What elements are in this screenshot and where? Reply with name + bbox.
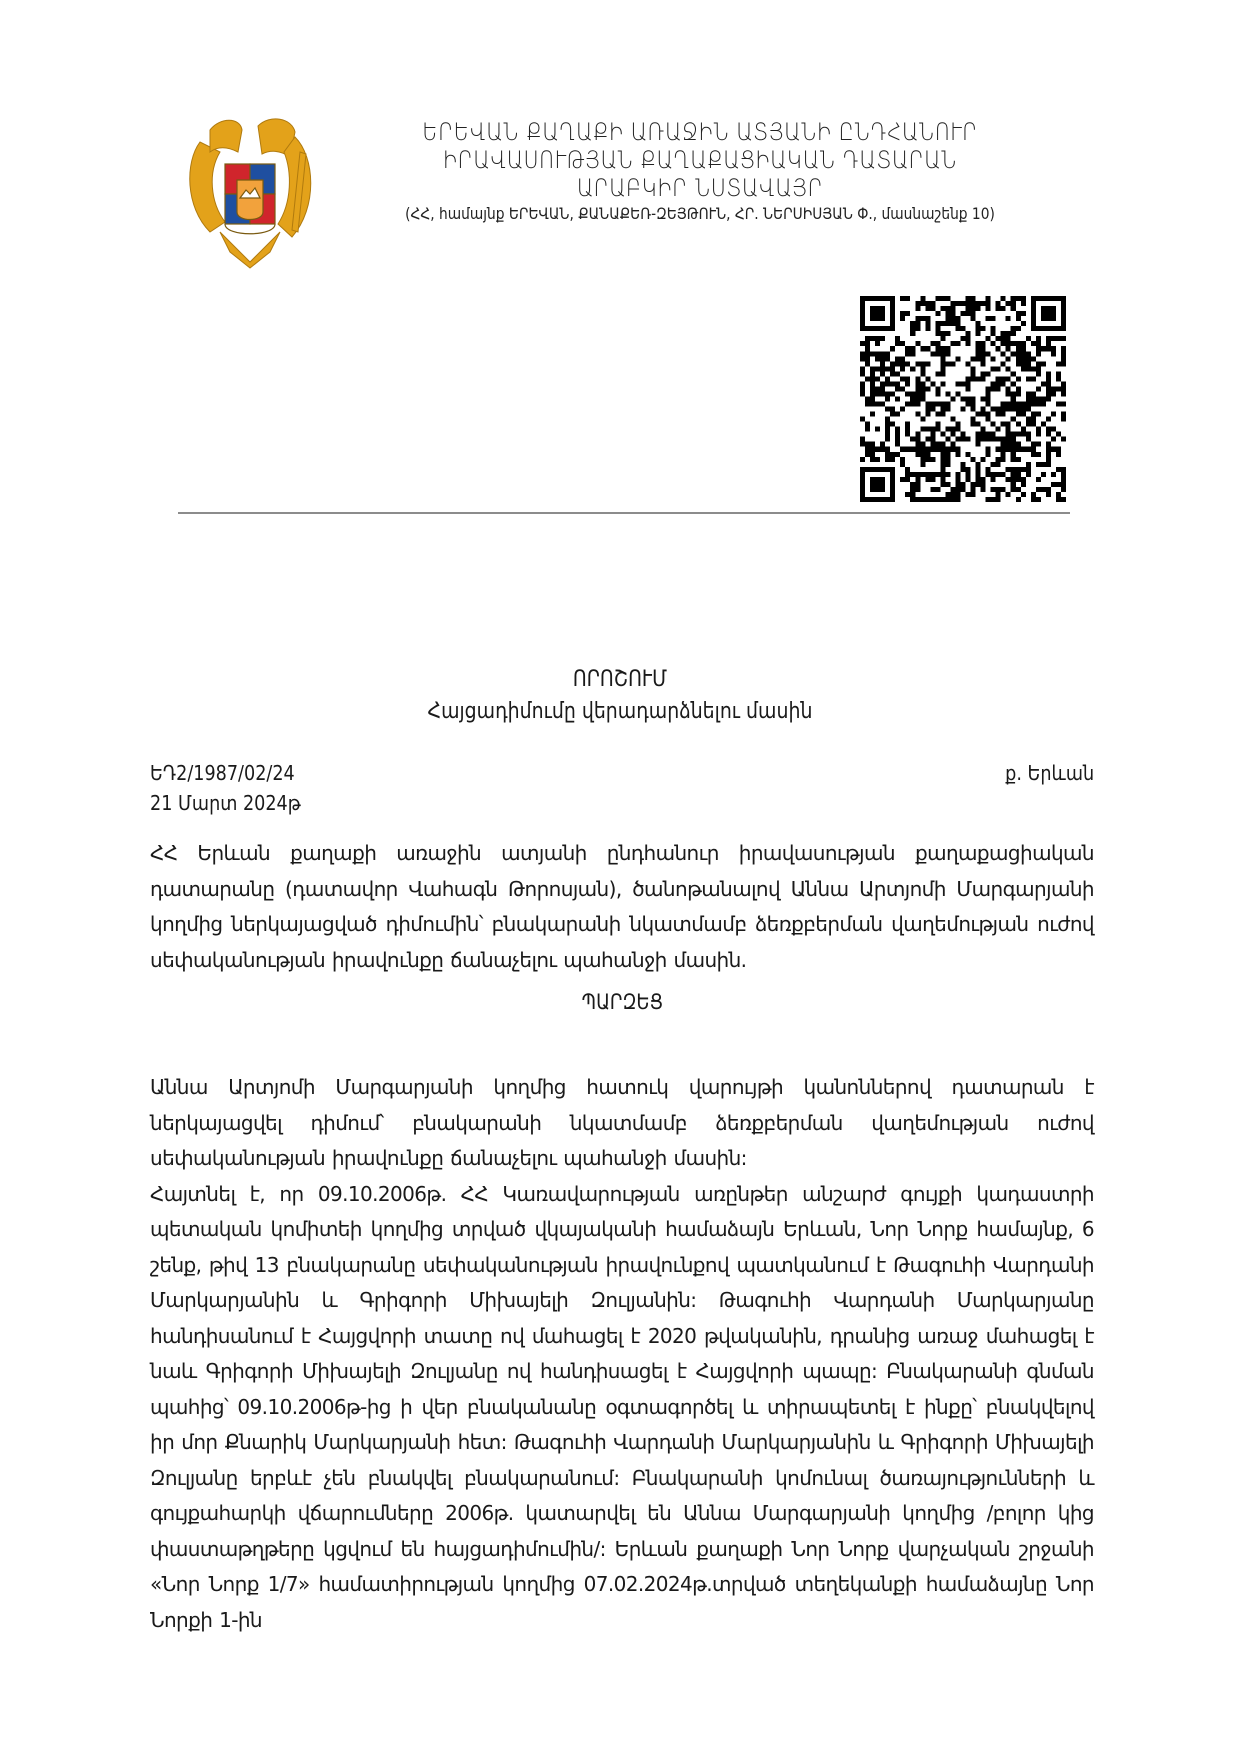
qr-code-icon bbox=[860, 296, 1066, 502]
court-name-line: ԵՐԵՎԱՆ ՔԱՂԱՔԻ ԱՌԱՋԻՆ ԱՏՅԱՆԻ ԸՆԴՀԱՆՈՒՐ bbox=[422, 118, 978, 146]
main-text bbox=[150, 1070, 1094, 1638]
intro-paragraph: ՀՀ Երևան քաղաքի առաջին ատյանի ընդհանուր իրավասության քաղաքացիական դատարանը (դատավոր Վահագն Թորոսյան), ծանոթանալով Աննա Արտյոմի Մարգարյանի կողմից ներկայացված դիմումին՝ բնակարանի նկատմամբ ձեռքբերման վաղեմության ուժով սեփականության իրավունքը ճանաչելու պահանջի մասին. bbox=[150, 841, 1094, 972]
city: ք. Երևան bbox=[1004, 761, 1094, 785]
section-heading bbox=[150, 990, 1094, 1014]
court-address: (ՀՀ, համայնք ԵՐԵՎԱՆ, ՔԱՆԱՔԵՌ-ԶԵՅԹՈՒՆ, ՀՐ. ՆԵՐՍԻՍՅԱՆ Փ., մասնաշենք 10) bbox=[405, 204, 995, 223]
coat-of-arms-icon bbox=[180, 112, 320, 270]
court-header bbox=[340, 118, 1060, 226]
header-divider bbox=[178, 512, 1070, 514]
body-paragraph: Հայտնել է, որ 09.10.2006թ. ՀՀ Կառավարության առընթեր անշարժ գույքի կադաստրի պետական կոմիտեի կողմից տրված վկայականի համաձայն Երևան, Նոր Նորք համայնք, 6 շենք, թիվ 13 բնակարանը սեփականության իրավունքով պատկանում է Թագուհի Վարդանի Մարկարյանին և Գրիգորի Միխայելի Զուլյանին: Թագուհի Վարդանի Մարկարյանը հանդիսանում է Հայցվորի տատը ով մահացել է 2020 թվականին, դրանից առաջ մահացել է նաև Գրիգորի Միխայելի Զուլյանը ով հանդիսացել է Հայցվորի պապը: Բնակարանի գնման պահից՝ 09.10.2006թ-ից ի վեր բնականանը օգտագործել և տիրապետել է ինքը՝ բնակվելով իր մոր Քնարիկ Մարկարյանի հետ: Թագուհի Վարդանի Մարկարյանին և Գրիգորի Միխայելի Զուլյանը երբևէ չեն բնակվել բնակարանում: Բնակարանի կոմունալ ծառայությունների և գույքահարկի վճարումները 2006թ. կատարվել են Աննա Մարգարյանի կողմից /բոլոր կից փաստաթղթերը կցվում են հայցադիմումին/: Երևան քաղաքի Նոր Նորք վարչական շրջանի «Նոր Նորք 1/7» համատիրության կողմից 07.02.2024թ.տրված տեղեկանքի համաձայնը Նոր Նորքի 1-ին bbox=[150, 1181, 1094, 1632]
decision-title: ՈՐՈՇՈՒՄ bbox=[572, 667, 668, 692]
document-title bbox=[150, 664, 1090, 728]
decision-date: 21 Մարտ 2024թ bbox=[150, 791, 301, 815]
case-meta bbox=[150, 758, 1094, 818]
section-heading-text: ՊԱՐԶԵՑ bbox=[581, 990, 663, 1014]
court-name-line: ԱՐԱԲԿԻՐ ՆՍՏԱՎԱՅՐ bbox=[576, 174, 824, 202]
decision-subtitle: Հայցադիմումը վերադարձնելու մասին bbox=[427, 699, 813, 724]
case-number: ԵԴ2/1987/02/24 bbox=[150, 761, 295, 785]
court-name-line: ԻՐԱՎԱՍՈՒԹՅԱՆ ՔԱՂԱՔԱՑԻԱԿԱՆ ԴԱՏԱՐԱՆ bbox=[443, 146, 957, 174]
body-paragraph: Աննա Արտյոմի Մարգարյանի կողմից հատուկ վարույթի կանոններով դատարան է ներկայացվել դիմում՝ բնակարանի նկատմամբ ձեռքբերման վաղեմության ուժով սեփականության իրավունքը ճանաչելու պահանջի մասին: bbox=[150, 1075, 1094, 1170]
